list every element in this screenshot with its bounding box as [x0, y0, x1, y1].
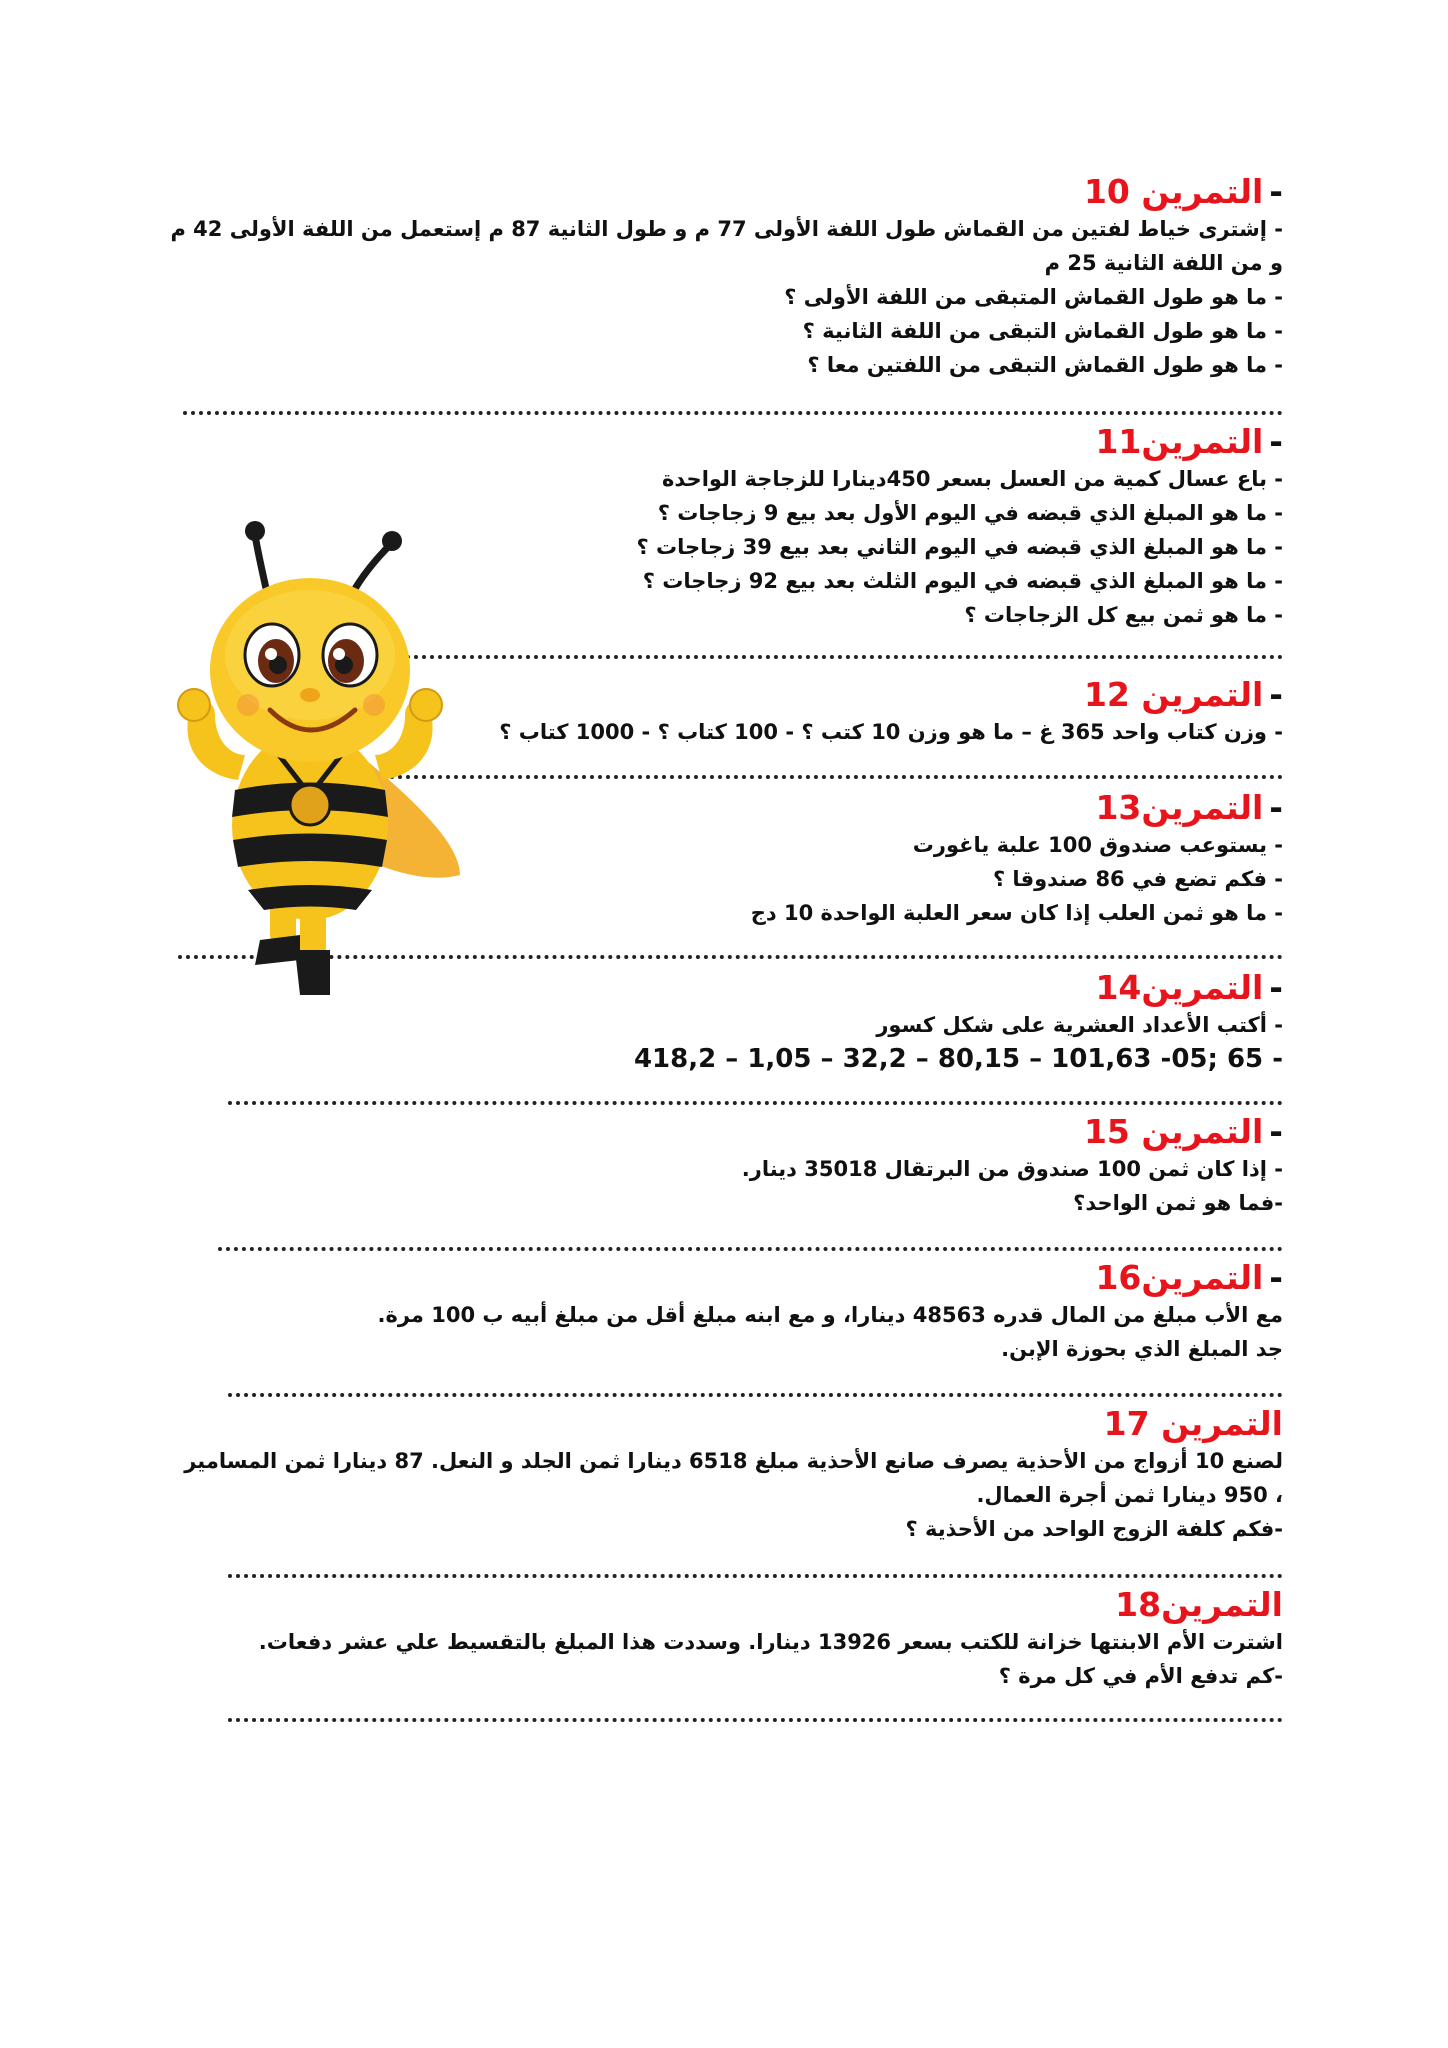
exercise-line: - ما هو المبلغ الذي قبضه في اليوم الثلث بعد بيع 92 زجاجات ؟: [642, 569, 1283, 593]
exercise-16: [283, 1258, 1283, 1366]
exercise-line: -فكم كلفة الزوج الواحد من الأحذية ؟: [905, 1517, 1283, 1541]
exercise-line: جد المبلغ الذي بحوزة الإبن.: [1001, 1337, 1283, 1361]
exercise-line: لصنع 10 أزواج من الأحذية يصرف صانع الأحذية مبلغ 6518 دينارا ثمن الجلد و النعل. 87 دينارا ثمن المسامير ، 950 دينارا ثمن أجرة العمال.: [184, 1449, 1283, 1507]
exercise-line: - فكم تضع في 86 صندوقا ؟: [992, 867, 1283, 891]
exercise-line: - إذا كان ثمن 100 صندوق من البرتقال 35018 دينار.: [741, 1157, 1283, 1181]
dotted-separator: [228, 1101, 1283, 1105]
exercise-line: - وزن كتاب واحد 365 غ – ما هو وزن 10 كتب ؟ - 100 كتاب ؟ - 1000 كتاب ؟: [499, 720, 1283, 744]
exercise-line: - ما هو المبلغ الذي قبضه في اليوم الثاني بعد بيع 39 زجاجات ؟: [636, 535, 1283, 559]
exercise-line: مع الأب مبلغ من المال قدره 48563 دينارا، و مع ابنه مبلغ أقل من مبلغ أبيه ب 100 مرة.: [377, 1303, 1283, 1327]
dotted-separator: [183, 411, 1283, 415]
dotted-separator: [218, 1247, 1283, 1251]
exercise-line: اشترت الأم الابنتها خزانة للكتب بسعر 13926 دينارا. وسددت هذا المبلغ بالتقسيط علي عشر دفعات.: [258, 1630, 1283, 1654]
exercise-title: -التمرين11: [1095, 422, 1283, 461]
exercise-line: - ما هو ثمن العلب إذا كان سعر العلبة الواحدة 10 دج: [750, 901, 1283, 925]
exercise-15: [383, 1112, 1283, 1220]
exercise-line: - ما هو المبلغ الذي قبضه في اليوم الأول بعد بيع 9 زجاجات ؟: [657, 501, 1283, 525]
dotted-separator: [228, 1574, 1283, 1578]
exercise-title: -التمرين 10: [1083, 172, 1283, 211]
exercise-title: -التمرين14: [1095, 968, 1283, 1007]
dotted-separator: [390, 655, 1283, 659]
bee-mascot-icon: [160, 505, 470, 1005]
exercise-title: التمرين18: [1115, 1585, 1283, 1624]
exercise-13: [383, 788, 1283, 930]
exercise-title: -التمرين 12: [1083, 675, 1283, 714]
exercise-11: [383, 422, 1283, 632]
exercise-line: - أكتب الأعداد العشرية على شكل كسور: [876, 1013, 1283, 1037]
exercise-14: [383, 968, 1283, 1076]
exercise-line: - ما هو طول القماش المتبقى من اللفة الأولى ؟: [784, 285, 1283, 309]
exercise-title: التمرين 17: [1103, 1404, 1283, 1443]
exercise-line: - يستوعب صندوق 100 علبة ياغورت: [912, 833, 1283, 857]
exercise-title: -التمرين16: [1095, 1258, 1283, 1297]
exercise-12: [383, 675, 1283, 749]
exercise-line: -كم تدفع الأم في كل مرة ؟: [998, 1664, 1283, 1688]
dotted-separator: [228, 1393, 1283, 1397]
dotted-separator: [390, 775, 1283, 779]
dotted-separator: [228, 1718, 1283, 1722]
decimal-numbers-line: 418,2 – 1,05 – 32,2 – 80,15 – 101,63 -05; 65 -: [633, 1044, 1283, 1074]
exercise-line: - ما هو ثمن بيع كل الزجاجات ؟: [964, 603, 1283, 627]
exercise-title: -التمرين 15: [1083, 1112, 1283, 1151]
exercise-17: [178, 1404, 1283, 1546]
exercise-line: - باع عسال كمية من العسل بسعر 450دينارا للزجاجة الواحدة: [662, 467, 1283, 491]
exercise-10: [165, 172, 1283, 382]
exercise-line: - ما هو طول القماش التبقى من اللفتين معا ؟: [807, 353, 1283, 377]
exercise-18: [258, 1585, 1283, 1693]
exercise-line: - ما هو طول القماش التبقى من اللفة الثانية ؟: [802, 319, 1283, 343]
exercise-line: - إشترى خياط لفتين من القماش طول اللفة الأولى 77 م و طول الثانية 87 م إستعمل من اللفة الأولى 42 م و من اللفة الثانية 25 م: [170, 217, 1283, 275]
exercise-title: -التمرين13: [1095, 788, 1283, 827]
exercise-line: -فما هو ثمن الواحد؟: [1073, 1191, 1283, 1215]
